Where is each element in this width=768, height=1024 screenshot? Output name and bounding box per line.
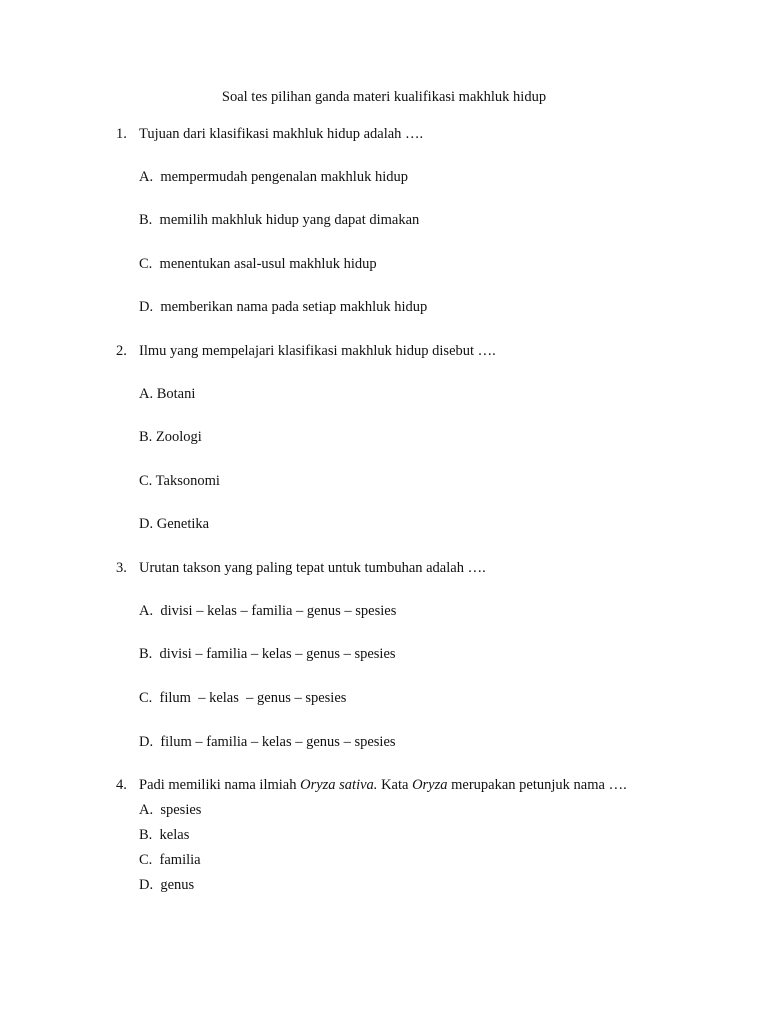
document-title: Soal tes pilihan ganda materi kualifikasi makhluk hidup <box>221 89 547 105</box>
genus-name: Oryza <box>412 777 448 793</box>
option-d: D. genus <box>139 877 195 893</box>
question-text: Ilmu yang mempelajari klasifikasi makhluk hidup disebut …. <box>139 343 496 359</box>
option-b: B. memilih makhluk hidup yang dapat dimakan <box>139 212 420 228</box>
question-number: 1. <box>116 126 127 142</box>
option-b: B. divisi – familia – kelas – genus – spesies <box>139 646 396 662</box>
option-b: B. Zoologi <box>139 429 202 445</box>
question-number: 3. <box>116 560 127 576</box>
question-number: 4. <box>116 777 127 793</box>
question-text-part: merupakan petunjuk nama …. <box>447 777 627 793</box>
option-d: D. memberikan nama pada setiap makhluk hidup <box>139 299 428 315</box>
scientific-name: Oryza sativa. <box>300 777 378 793</box>
option-c: C. Taksonomi <box>139 473 220 489</box>
question-text <box>139 776 627 794</box>
option-a: A. spesies <box>139 802 202 818</box>
question-text: Urutan takson yang paling tepat untuk tumbuhan adalah …. <box>139 560 486 576</box>
option-a: A. Botani <box>139 386 196 402</box>
option-c: C. menentukan asal-usul makhluk hidup <box>139 256 377 272</box>
option-c: C. filum – kelas – genus – spesies <box>139 690 347 706</box>
option-a: A. mempermudah pengenalan makhluk hidup <box>139 169 408 185</box>
question-text-part: Kata <box>377 777 413 793</box>
option-a: A. divisi – kelas – familia – genus – spesies <box>139 603 397 619</box>
option-d: D. filum – familia – kelas – genus – spesies <box>139 734 396 750</box>
option-d: D. Genetika <box>139 516 210 532</box>
question-text-part: Padi memiliki nama ilmiah <box>139 777 301 793</box>
option-c: C. familia <box>139 852 201 868</box>
option-b: B. kelas <box>139 827 190 843</box>
question-number: 2. <box>116 343 127 359</box>
question-text: Tujuan dari klasifikasi makhluk hidup adalah …. <box>139 126 424 142</box>
